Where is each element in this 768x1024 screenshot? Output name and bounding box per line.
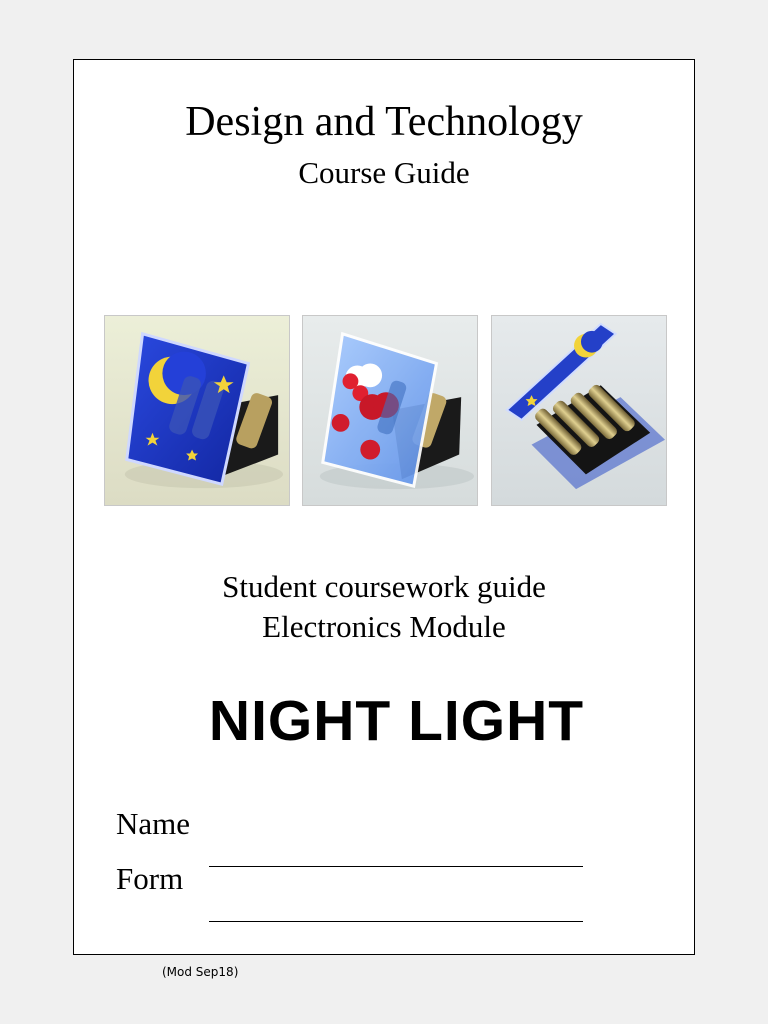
coursework-guide-text: Student coursework guide <box>222 569 546 604</box>
project-title: NIGHT LIGHT <box>208 689 585 753</box>
revision-note: (Mod Sep18) <box>162 965 239 979</box>
name-label: Name <box>116 806 191 841</box>
night-light-moon-stars-photo <box>104 315 290 506</box>
document-title: Design and Technology <box>185 99 583 145</box>
module-name-text: Electronics Module <box>262 609 506 644</box>
form-label: Form <box>116 861 184 896</box>
night-light-open-batteries-photo <box>491 315 667 506</box>
form-write-line[interactable] <box>209 921 583 922</box>
name-write-line[interactable] <box>209 866 583 867</box>
night-light-hearts-photo <box>302 315 478 506</box>
document-subtitle: Course Guide <box>298 155 470 190</box>
